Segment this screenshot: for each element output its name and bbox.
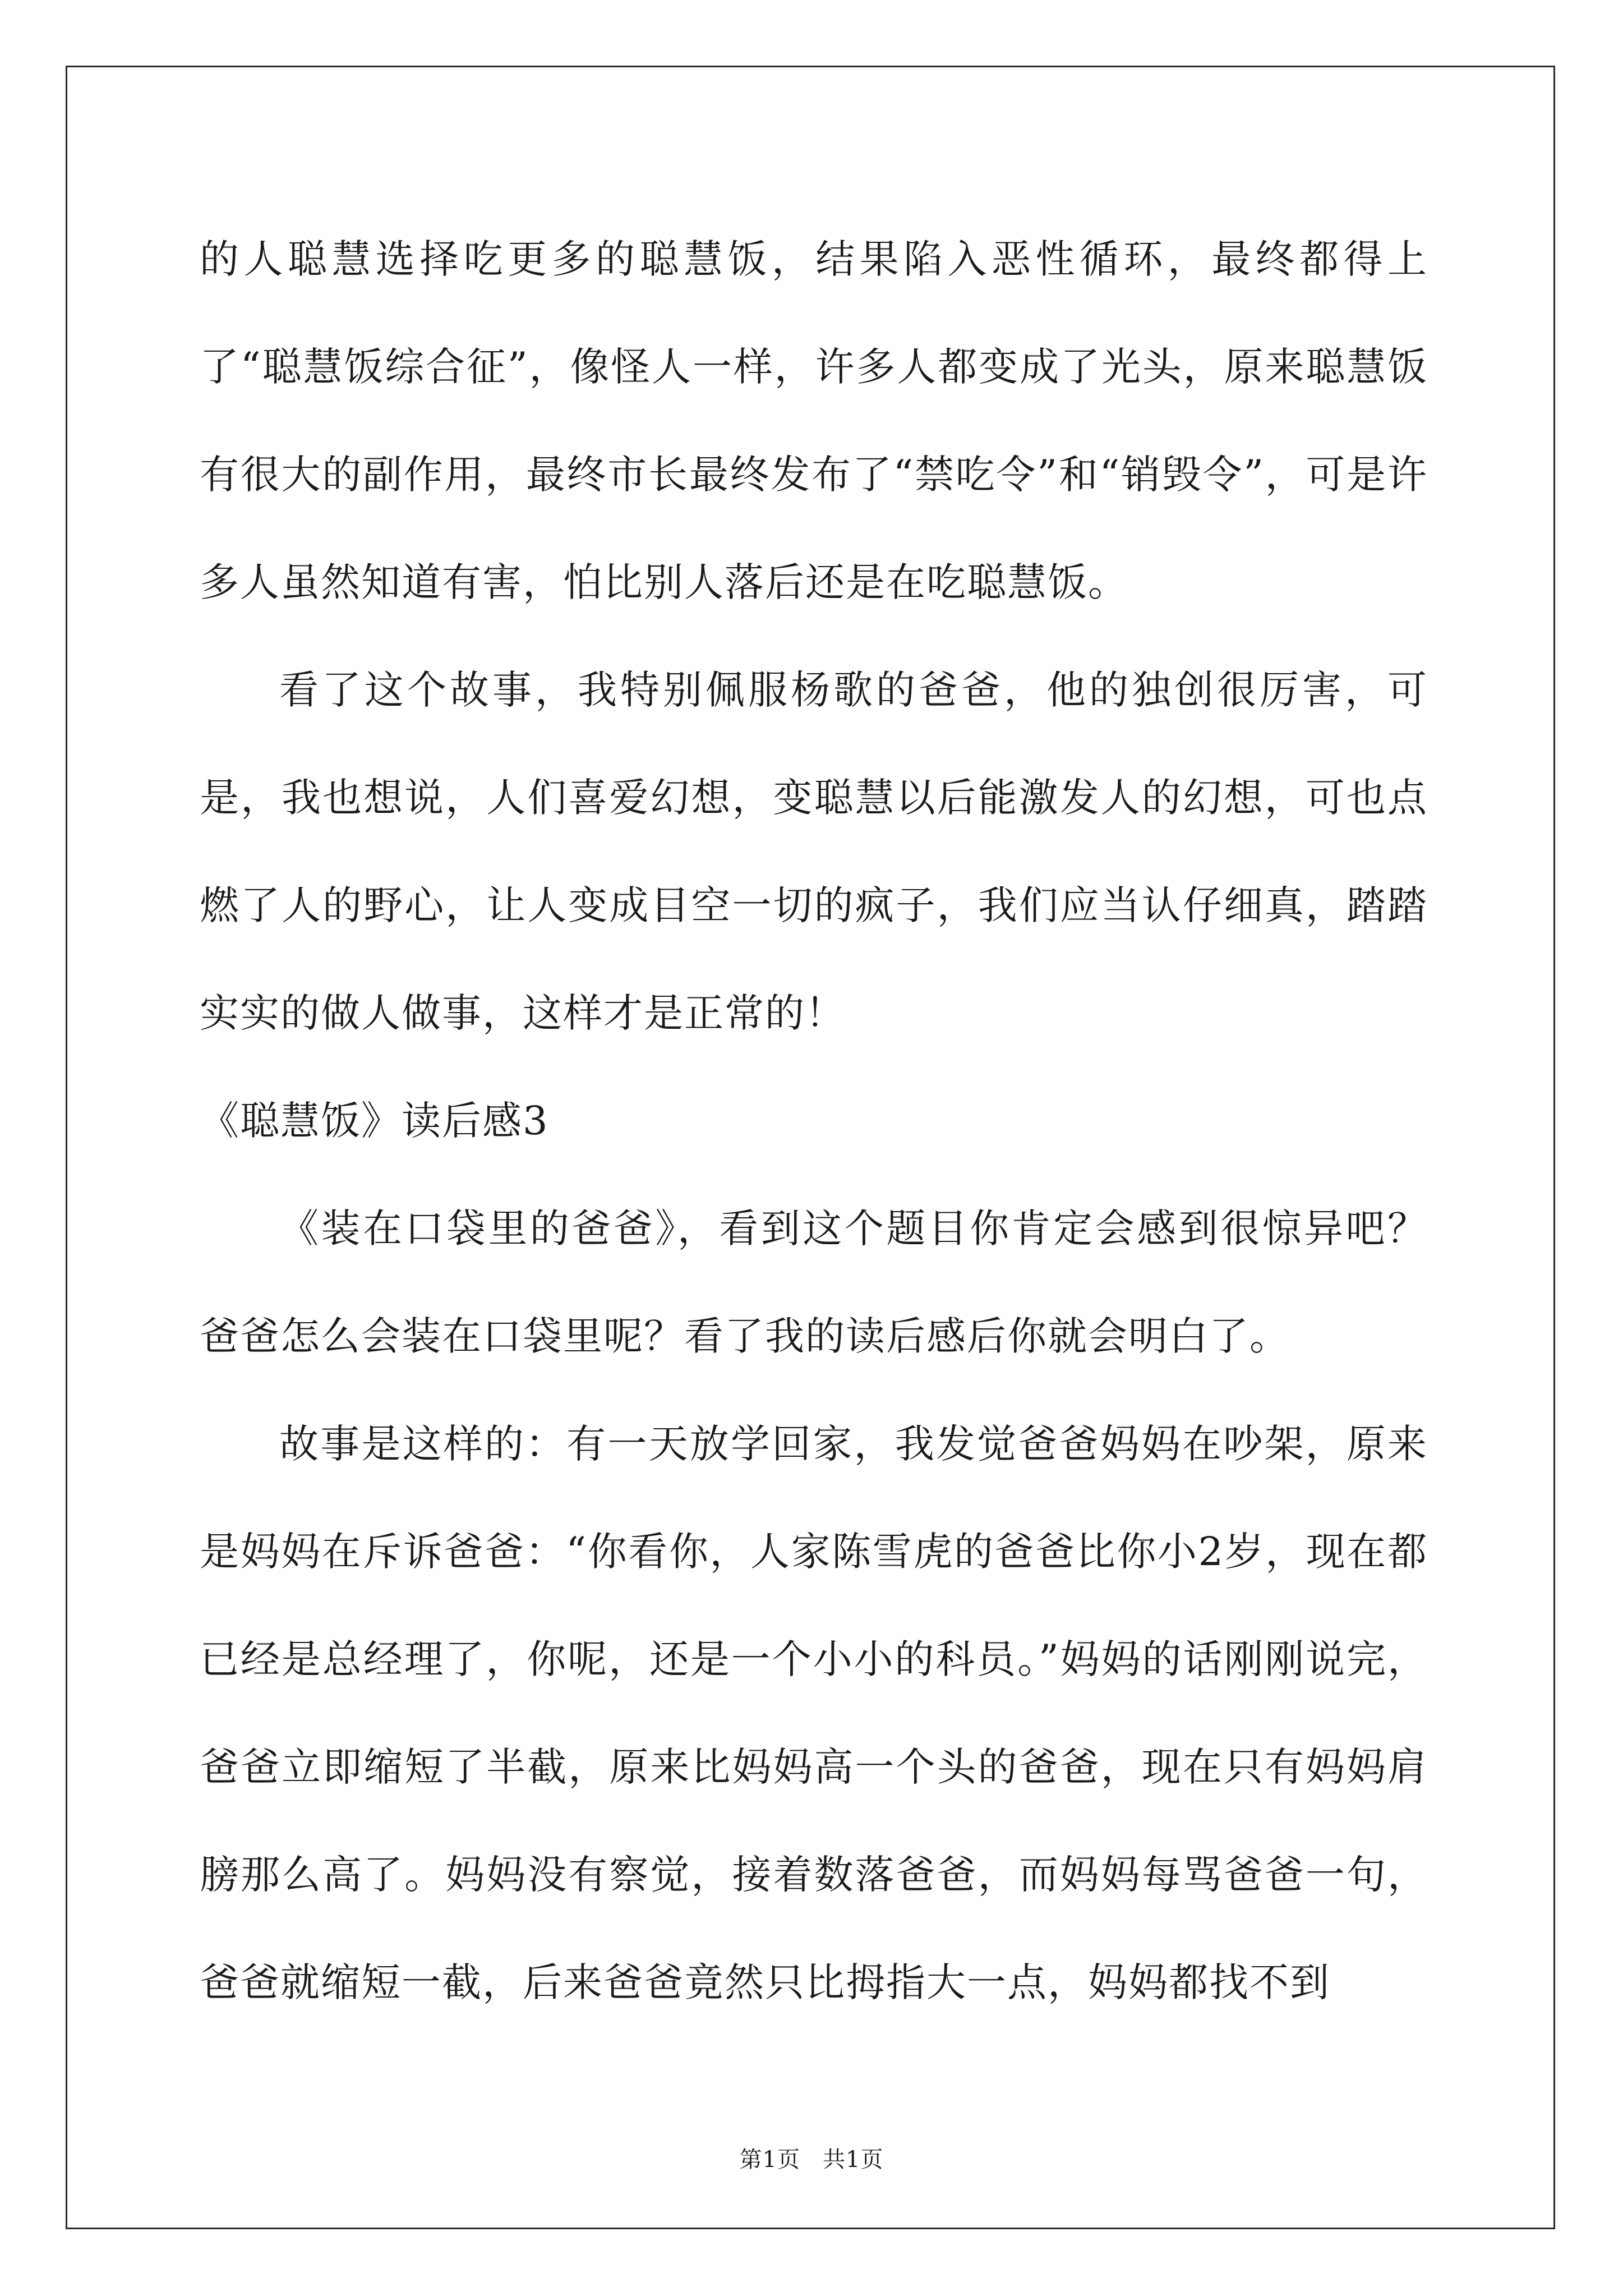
page-total: 共1页 <box>823 2147 884 2173</box>
page-footer <box>0 2143 1623 2177</box>
page-number: 第1页 <box>739 2147 800 2173</box>
paragraph-reflection: 看了这个故事，我特别佩服杨歌的爸爸，他的独创很厉害，可是，我也想说，人们喜爱幻想，变聪慧以后能激发人的幻想，可也点燃了人的野心，让人变成目空一切的疯子，我们应当认仔细真，踏踏实实的做人做事，这样才是正常的！ <box>200 667 1428 1036</box>
document-body <box>200 205 1428 2036</box>
paragraph-intro: 《装在口袋里的爸爸》，看到这个题目你肯定会感到很惊异吧？爸爸怎么会装在口袋里呢？看了我的读后感后你就会明白了。 <box>200 1205 1428 1359</box>
paragraph-continued: 的人聪慧选择吃更多的聪慧饭，结果陷入恶性循环，最终都得上了“聪慧饭综合征”，像怪人一样，许多人都变成了光头，原来聪慧饭有很大的副作用，最终市长最终发布了“禁吃令”和“销毁令”，可是许多人虽然知道有害，怕比别人落后还是在吃聪慧饭。 <box>200 236 1428 605</box>
section-heading: 《聪慧饭》读后感3 <box>200 1098 549 1144</box>
paragraph-story: 故事是这样的：有一天放学回家，我发觉爸爸妈妈在吵架，原来是妈妈在斥诉爸爸：“你看你，人家陈雪虎的爸爸比你小2岁，现在都已经是总经理了，你呢，还是一个小小的科员。”妈妈的话刚刚说完，爸爸立即缩短了半截，原来比妈妈高一个头的爸爸，现在只有妈妈肩膀那么高了。妈妈没有察觉，接着数落爸爸，而妈妈每骂爸爸一句，爸爸就缩短一截，后来爸爸竟然只比拇指大一点，妈妈都找不到 <box>200 1421 1428 2005</box>
